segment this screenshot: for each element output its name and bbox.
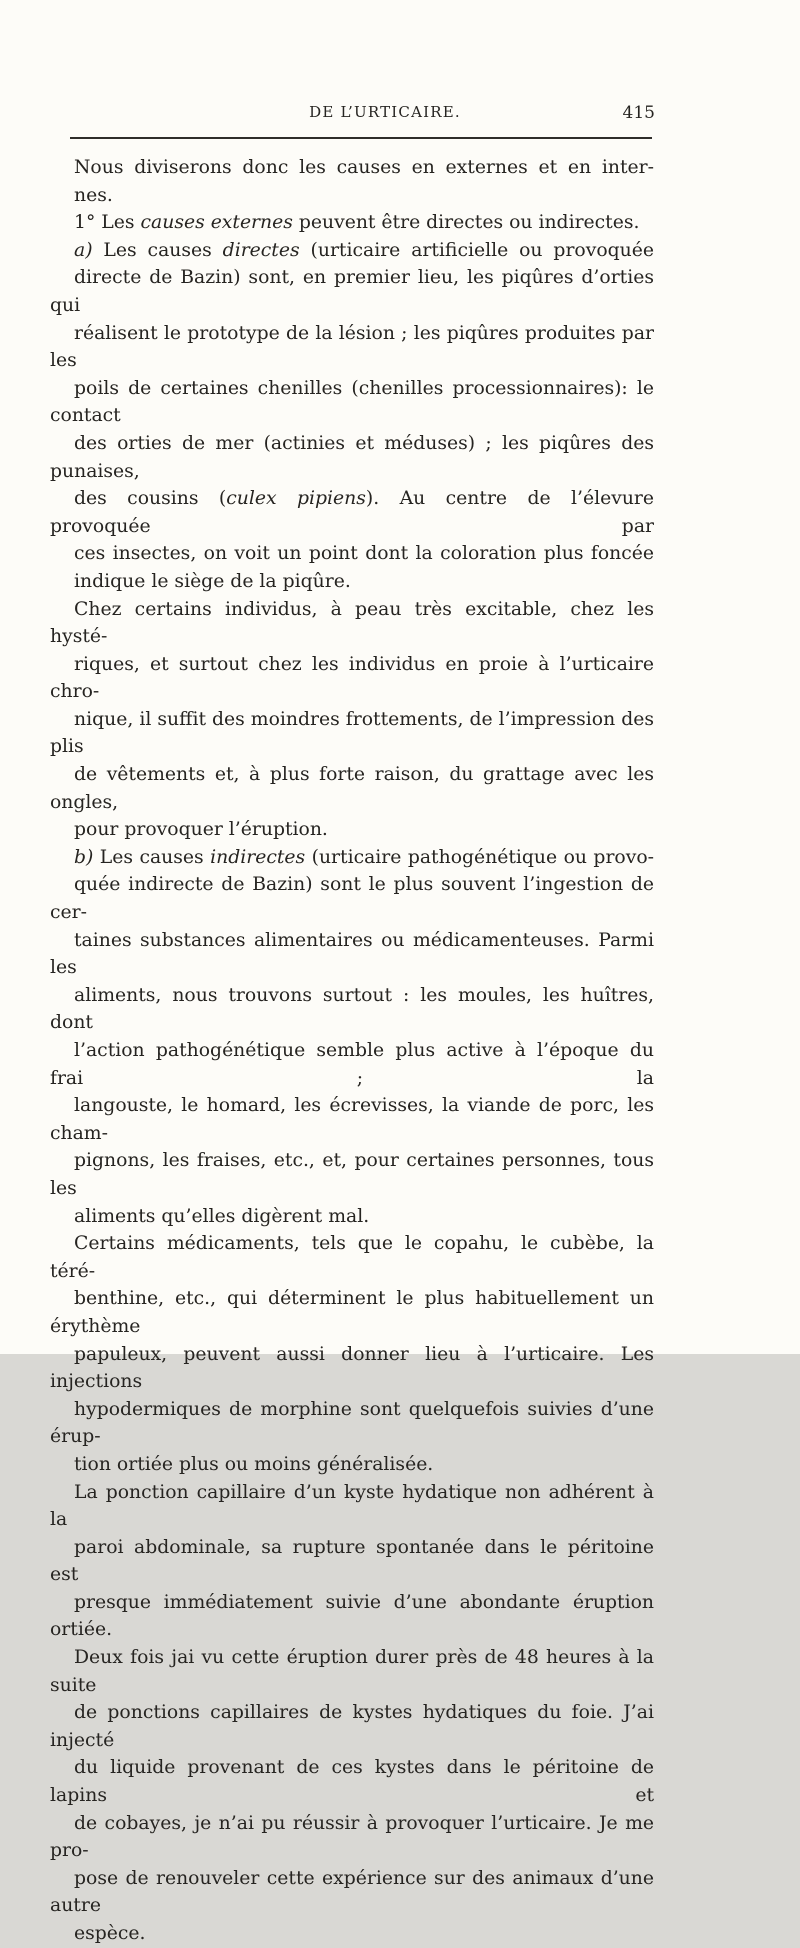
text-line: quée indirecte de Bazin) sont le plus souvent l’ingestion de cer- <box>50 874 654 924</box>
text-line: de vêtements et, à plus forte raison, du grattage avec les ongles, <box>50 764 654 813</box>
text-line: de cobayes, je n’ai pu réussir à provoquer l’urticaire. Je me pro- <box>50 1812 654 1862</box>
text-line: Chez certains individus, à peau très excitable, chez les hysté- <box>50 598 654 648</box>
page-number: 415 <box>622 103 655 123</box>
text-line: hypodermiques de morphine sont quelquefois suivies d’une érup- <box>50 1398 654 1448</box>
text-line: ces insectes, on voit un point dont la coloration plus foncée <box>74 543 654 565</box>
text-line: indique le siège de la piqûre. <box>74 570 351 592</box>
text-line: presque immédiatement suivie d’une abondante éruption ortiée. <box>50 1591 654 1641</box>
text-line: directe de Bazin) sont, en premier lieu, les piqûres d’orties qui <box>50 267 654 316</box>
text-line: Nous diviserons donc les causes en externes et en inter- <box>74 157 654 178</box>
paragraph-excitable-skin <box>50 596 654 844</box>
text-line: nique, il suffit des moindres frottements, de l’impression des plis <box>50 708 654 758</box>
text-line: de ponctions capillaires de kystes hydatiques du foie. J’ai injecté <box>50 1702 654 1751</box>
header-rule <box>70 137 652 139</box>
paragraph-divisions <box>50 154 654 209</box>
text-line: aliments qu’elles digèrent mal. <box>74 1205 370 1227</box>
text-line: l’action pathogénétique semble plus active à l’époque du frai ; la <box>50 1040 654 1089</box>
running-head <box>115 103 655 131</box>
text-line: tion ortiée plus ou moins généralisée. <box>74 1453 434 1475</box>
text-line: riques, et surtout chez les individus en proie à l’urticaire chro- <box>50 653 654 703</box>
text-line: 1° Les causes externes peuvent être directes ou indirectes. <box>74 212 640 234</box>
text-line: des cousins (culex pipiens). Au centre de l’élevure provoquée par <box>50 488 655 537</box>
text-line: poils de certaines chenilles (chenilles processionnaires): le contact <box>50 377 654 427</box>
text-line: aliments, nous trouvons surtout : les moules, les huîtres, dont <box>50 984 654 1034</box>
text-line: papuleux, peuvent aussi donner lieu à l’urticaire. Les injections <box>50 1343 654 1393</box>
body-text <box>50 154 654 1948</box>
paragraph-hydatid-cyst <box>50 1479 654 1948</box>
paragraph-indirect-causes <box>50 844 654 1230</box>
text-line: Certains médicaments, tels que le copahu, le cubèbe, la téré- <box>50 1233 654 1282</box>
text-line: Deux fois jai vu cette éruption durer près de 48 heures à la suite <box>50 1647 654 1696</box>
text-line: langouste, le homard, les écrevisses, la viande de porc, les cham- <box>50 1095 654 1144</box>
text-line: réalisent le prototype de la lésion ; les piqûres produites par les <box>50 322 654 372</box>
text-line: nes. <box>74 184 113 206</box>
text-line: taines substances alimentaires ou médicamenteuses. Parmi les <box>50 929 654 979</box>
paragraph-external-causes <box>50 209 654 237</box>
text-line: b) Les causes indirectes (urticaire pathogénétique ou provo- <box>74 846 654 868</box>
text-line: benthine, etc., qui déterminent le plus habituellement un érythème <box>50 1288 654 1337</box>
text-line: a) Les causes directes (urticaire artificielle ou provoquée <box>74 239 654 261</box>
text-line: pignons, les fraises, etc., et, pour certaines personnes, tous les <box>50 1150 654 1199</box>
text-line: La ponction capillaire d’un kyste hydatique non adhérent à la <box>50 1481 654 1531</box>
text-line: pour provoquer l’éruption. <box>74 819 328 841</box>
text-line: paroi abdominale, sa rupture spontanée dans le péritoine est <box>50 1536 654 1586</box>
running-title: DE L’URTICAIRE. <box>309 103 461 121</box>
text-line: pose de renouveler cette expérience sur des animaux d’une autre <box>50 1867 654 1917</box>
text-line: du liquide provenant de ces kystes dans le péritoine de lapins et <box>50 1757 654 1807</box>
paragraph-medications <box>50 1230 654 1478</box>
paragraph-direct-causes <box>50 237 654 596</box>
text-line: espèce. <box>74 1923 146 1944</box>
text-line: des orties de mer (actinies et méduses) ; les piqûres des punaises, <box>50 432 654 482</box>
